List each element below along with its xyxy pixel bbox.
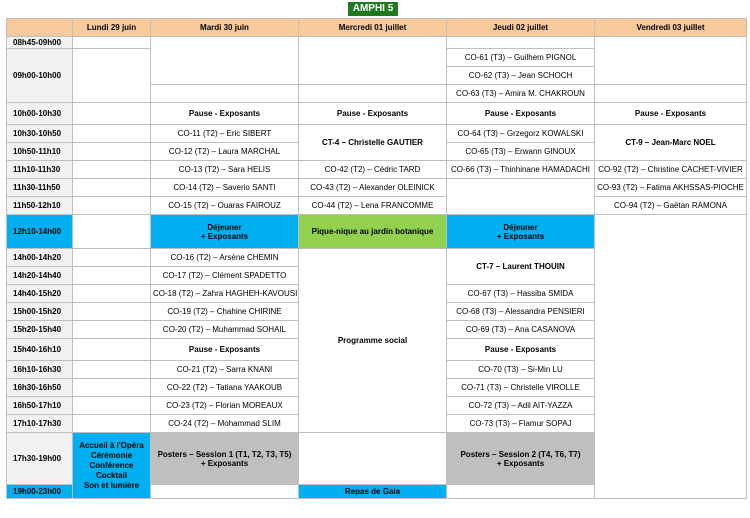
session-cell: CO-20 (T2) – Muhammad SOHAIL bbox=[151, 321, 299, 339]
time-slot: 17h30-19h00 bbox=[7, 433, 73, 485]
session-cell: CO-93 (T2) – Fatima AKHSSAS-PIOCHE bbox=[595, 179, 747, 197]
event-line: Son et lumière bbox=[83, 480, 140, 490]
empty-cell bbox=[447, 179, 595, 215]
time-slot: 10h00-10h30 bbox=[7, 103, 73, 125]
session-cell: CO-72 (T3) – Adil AIT-YAZZA bbox=[447, 397, 595, 415]
day-header-friday: Vendredi 03 juillet bbox=[595, 19, 747, 37]
posters-sub-label: + Exposants bbox=[200, 458, 249, 468]
empty-cell bbox=[73, 397, 151, 415]
session-cell: CO-71 (T3) – Christelle VIROLLE bbox=[447, 379, 595, 397]
empty-cell bbox=[73, 361, 151, 379]
session-cell: CO-11 (T2) – Eric SIBERT bbox=[151, 125, 299, 143]
time-slot: 10h50-11h10 bbox=[7, 143, 73, 161]
session-cell: CO-23 (T2) – Florian MOREAUX bbox=[151, 397, 299, 415]
time-slot: 16h50-17h10 bbox=[7, 397, 73, 415]
keynote-cell: CT-4 – Christelle GAUTIER bbox=[299, 125, 447, 161]
session-cell: CO-62 (T3) – Jean SCHOCH bbox=[447, 67, 595, 85]
lunch-sub-label: + Exposants bbox=[200, 231, 249, 241]
day-header-tuesday: Mardi 30 juin bbox=[151, 19, 299, 37]
room-title: AMPHI 5 bbox=[348, 2, 398, 16]
empty-cell bbox=[73, 143, 151, 161]
pause-cell: Pause - Exposants bbox=[447, 339, 595, 361]
session-cell: CO-94 (T2) – Gaëtan RAMONA bbox=[595, 197, 747, 215]
time-slot: 11h50-12h10 bbox=[7, 197, 73, 215]
empty-cell bbox=[73, 415, 151, 433]
social-program-cell: Programme social bbox=[299, 249, 447, 433]
time-slot: 08h45-09h00 bbox=[7, 37, 73, 49]
pause-cell: Pause - Exposants bbox=[447, 103, 595, 125]
session-cell: CO-61 (T3) – Guilhem PIGNOL bbox=[447, 49, 595, 67]
session-cell: CO-24 (T2) – Mohammad SLIM bbox=[151, 415, 299, 433]
empty-cell bbox=[447, 485, 595, 499]
empty-cell bbox=[595, 37, 747, 85]
time-slot: 14h00-14h20 bbox=[7, 249, 73, 267]
time-slot: 17h10-17h30 bbox=[7, 415, 73, 433]
session-cell: CO-92 (T2) – Christine CACHET-VIVIER bbox=[595, 161, 747, 179]
picnic-cell: Pique-nique au jardin botanique bbox=[299, 215, 447, 249]
day-header-wednesday: Mercredi 01 juillet bbox=[299, 19, 447, 37]
empty-cell bbox=[73, 197, 151, 215]
event-line: Accueil à l'Opéra bbox=[79, 440, 144, 450]
pause-cell: Pause - Exposants bbox=[151, 103, 299, 125]
schedule-table bbox=[6, 18, 747, 499]
time-slot: 09h00-10h00 bbox=[7, 49, 73, 103]
empty-cell bbox=[73, 179, 151, 197]
day-header-monday: Lundi 29 juin bbox=[73, 19, 151, 37]
event-line: Cocktail bbox=[95, 470, 128, 480]
pause-cell: Pause - Exposants bbox=[595, 103, 747, 125]
empty-cell bbox=[299, 433, 447, 485]
empty-cell bbox=[447, 37, 595, 49]
time-slot: 11h10-11h30 bbox=[7, 161, 73, 179]
lunch-sub-label: + Exposants bbox=[496, 231, 545, 241]
event-line: Conférence bbox=[89, 460, 134, 470]
session-cell: CO-43 (T2) – Alexander OLEINICK bbox=[299, 179, 447, 197]
corner-cell bbox=[7, 19, 73, 37]
lunch-cell bbox=[151, 215, 299, 249]
session-cell: CO-16 (T2) – Arsène CHEMIN bbox=[151, 249, 299, 267]
empty-cell bbox=[73, 321, 151, 339]
session-cell: CO-18 (T2) – Zahra HAGHEH-KAVOUSI bbox=[151, 285, 299, 303]
session-cell: CO-13 (T2) – Sara HELIS bbox=[151, 161, 299, 179]
empty-cell bbox=[299, 37, 447, 85]
session-cell: CO-42 (T2) – Cédric TARD bbox=[299, 161, 447, 179]
posters-cell bbox=[151, 433, 299, 485]
session-cell: CO-67 (T3) – Hassiba SMIDA bbox=[447, 285, 595, 303]
session-cell: CO-22 (T2) – Tatiana YAAKOUB bbox=[151, 379, 299, 397]
pause-cell: Pause - Exposants bbox=[299, 103, 447, 125]
session-cell: CO-68 (T3) – Alessandra PENSIERI bbox=[447, 303, 595, 321]
posters-label: Posters – Session 2 (T4, T6, T7) bbox=[460, 449, 581, 459]
empty-cell bbox=[73, 249, 151, 267]
time-slot: 10h30-10h50 bbox=[7, 125, 73, 143]
session-cell: CO-73 (T3) – Flamur SOPAJ bbox=[447, 415, 595, 433]
lunch-label: Déjeuner bbox=[503, 222, 538, 232]
posters-sub-label: + Exposants bbox=[496, 458, 545, 468]
time-slot: 16h10-16h30 bbox=[7, 361, 73, 379]
empty-cell bbox=[151, 485, 299, 499]
session-cell: CO-14 (T2) – Saverio SANTI bbox=[151, 179, 299, 197]
time-slot: 15h20-15h40 bbox=[7, 321, 73, 339]
title-bar bbox=[0, 0, 750, 18]
empty-cell bbox=[73, 339, 151, 361]
session-cell: CO-64 (T3) – Grzegorz KOWALSKI bbox=[447, 125, 595, 143]
session-cell: CO-65 (T3) – Erwann GINOUX bbox=[447, 143, 595, 161]
empty-cell bbox=[73, 125, 151, 143]
time-slot: 14h20-14h40 bbox=[7, 267, 73, 285]
empty-cell bbox=[73, 379, 151, 397]
posters-label: Posters – Session 1 (T1, T2, T3, T5) bbox=[157, 449, 292, 459]
time-slot: 19h00-23h00 bbox=[7, 485, 73, 499]
time-slot: 12h10-14h00 bbox=[7, 215, 73, 249]
time-slot: 15h00-15h20 bbox=[7, 303, 73, 321]
empty-cell bbox=[595, 85, 747, 103]
time-slot: 14h40-15h20 bbox=[7, 285, 73, 303]
empty-cell bbox=[299, 85, 447, 103]
keynote-cell: CT-7 – Laurent THOUIN bbox=[447, 249, 595, 285]
day-header-thursday: Jeudi 02 juillet bbox=[447, 19, 595, 37]
empty-cell bbox=[73, 285, 151, 303]
session-cell: CO-19 (T2) – Chahine CHIRINE bbox=[151, 303, 299, 321]
lunch-label: Déjeuner bbox=[207, 222, 242, 232]
time-slot: 16h30-16h50 bbox=[7, 379, 73, 397]
session-cell: CO-15 (T2) – Ouaras FAIROUZ bbox=[151, 197, 299, 215]
posters-cell bbox=[447, 433, 595, 485]
lunch-cell bbox=[447, 215, 595, 249]
session-cell: CO-12 (T2) – Laura MARCHAL bbox=[151, 143, 299, 161]
time-slot: 15h40-16h10 bbox=[7, 339, 73, 361]
gala-dinner-cell: Repas de Gala bbox=[299, 485, 447, 499]
pause-cell: Pause - Exposants bbox=[151, 339, 299, 361]
session-cell: CO-21 (T2) – Sarra KNANI bbox=[151, 361, 299, 379]
empty-cell bbox=[73, 37, 151, 49]
empty-cell bbox=[73, 267, 151, 285]
session-cell: CO-66 (T3) – Thinhinane HAMADACHI bbox=[447, 161, 595, 179]
empty-cell bbox=[595, 215, 747, 499]
empty-cell bbox=[73, 49, 151, 103]
empty-cell bbox=[151, 85, 299, 103]
session-cell: CO-70 (T3) – Si-Min LU bbox=[447, 361, 595, 379]
empty-cell bbox=[151, 37, 299, 85]
opening-event-cell bbox=[73, 433, 151, 499]
time-slot: 11h30-11h50 bbox=[7, 179, 73, 197]
event-line: Cérémonie bbox=[90, 450, 133, 460]
session-cell: CO-69 (T3) – Ana CASANOVA bbox=[447, 321, 595, 339]
empty-cell bbox=[73, 303, 151, 321]
empty-cell bbox=[73, 103, 151, 125]
empty-cell bbox=[73, 161, 151, 179]
session-cell: CO-17 (T2) – Clément SPADETTO bbox=[151, 267, 299, 285]
empty-cell bbox=[73, 215, 151, 249]
session-cell: CO-63 (T3) – Amira M. CHAKROUN bbox=[447, 85, 595, 103]
keynote-cell: CT-9 – Jean-Marc NOEL bbox=[595, 125, 747, 161]
session-cell: CO-44 (T2) – Lena FRANCOMME bbox=[299, 197, 447, 215]
